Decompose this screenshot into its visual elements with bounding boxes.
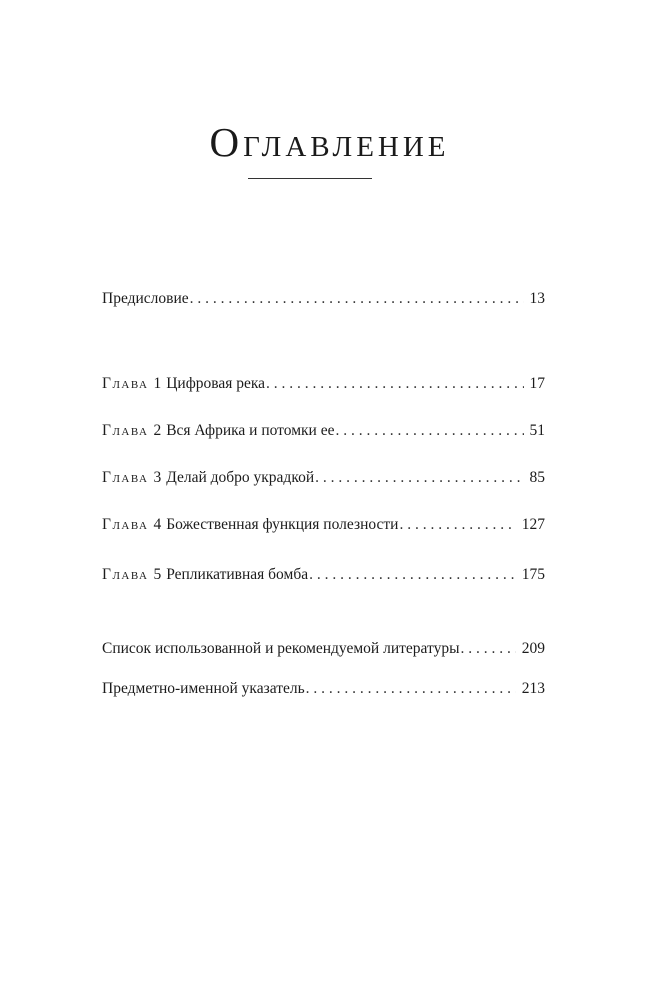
toc-page-number: 17 (529, 375, 545, 392)
toc-entry-chapter-2[interactable] (102, 421, 545, 441)
toc-page-number: 209 (521, 640, 545, 657)
chapter-title: Божественная функция полезности (166, 516, 399, 533)
page-title: Оглавление (209, 119, 450, 165)
chapter-word: Глава (102, 566, 149, 583)
dot-leader (315, 468, 523, 488)
table-of-contents (102, 0, 545, 1000)
dot-leader (190, 289, 524, 309)
chapter-number: 3 (153, 469, 162, 486)
toc-page-number: 213 (521, 680, 545, 697)
toc-entry-label: Список использованной и рекомендуемой литературы (102, 640, 460, 657)
dot-leader (266, 374, 523, 394)
chapter-word: Глава (102, 375, 149, 392)
chapter-number: 5 (153, 566, 162, 583)
chapter-title: Цифровая река (166, 375, 266, 392)
toc-page-number: 85 (529, 469, 545, 486)
dot-leader (309, 565, 516, 585)
toc-entry-chapter-4[interactable] (102, 515, 545, 535)
toc-page-number: 127 (521, 516, 545, 533)
toc-entry-chapter-1[interactable] (102, 374, 545, 394)
dot-leader (335, 421, 523, 441)
chapter-word: Глава (102, 422, 149, 439)
chapter-word: Глава (102, 516, 149, 533)
chapter-number: 4 (153, 516, 162, 533)
dot-leader (306, 679, 516, 699)
toc-page-number: 13 (529, 290, 545, 307)
dot-leader (460, 639, 515, 659)
toc-page-number: 175 (521, 566, 545, 583)
toc-entry-chapter-3[interactable] (102, 468, 545, 488)
chapter-number: 2 (153, 422, 162, 439)
chapter-word: Глава (102, 469, 149, 486)
toc-entry-label: Предисловие (102, 290, 189, 307)
dot-leader (399, 515, 515, 535)
toc-entry-bibliography[interactable] (102, 639, 545, 659)
toc-page-number: 51 (529, 422, 545, 439)
chapter-number: 1 (153, 375, 162, 392)
toc-entry-label: Предметно-именной указатель (102, 680, 305, 697)
chapter-title: Репликативная бомба (166, 566, 309, 583)
toc-entry-preface[interactable] (102, 289, 545, 309)
chapter-title: Вся Африка и потомки ее (166, 422, 335, 439)
chapter-title: Делай добро украдкой (166, 469, 315, 486)
toc-entry-chapter-5[interactable] (102, 565, 545, 585)
toc-entry-index[interactable] (102, 679, 545, 699)
